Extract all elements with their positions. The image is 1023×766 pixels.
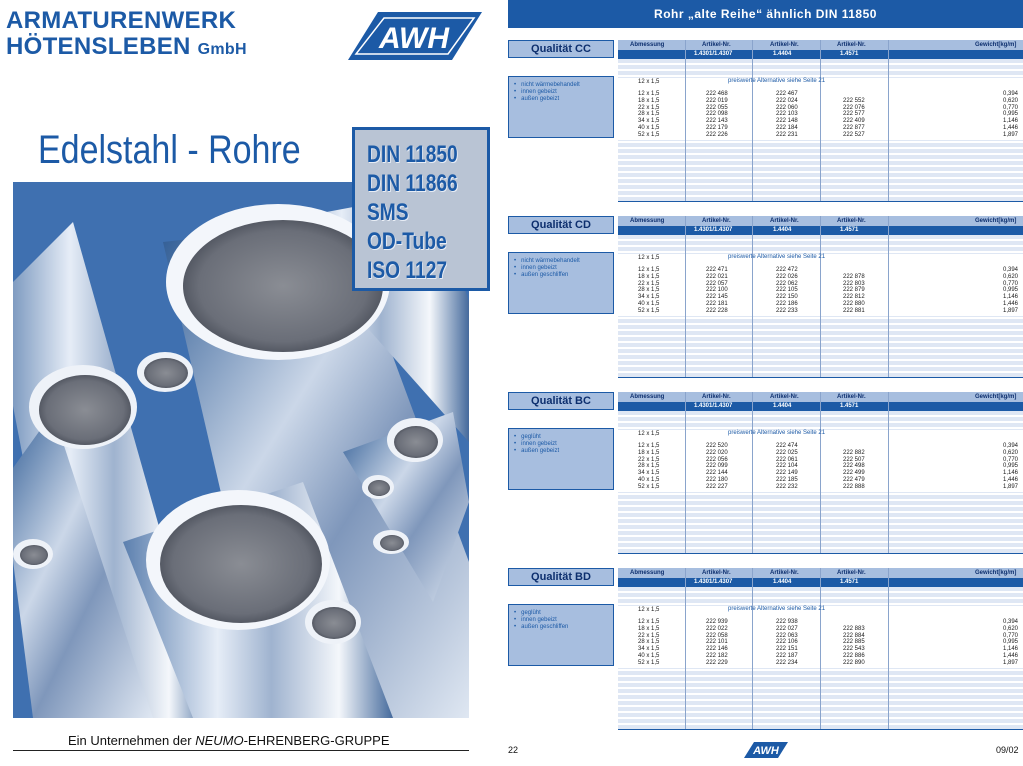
cell-dimension: 22 x 1,5 xyxy=(638,632,660,639)
column-header: Artikel-Nr. xyxy=(770,394,799,400)
cell-article: 222 474 xyxy=(776,443,798,449)
cell-article: 222 181 xyxy=(706,301,728,307)
cell-weight: 0,394 xyxy=(1002,619,1018,625)
page-title: Rohr „alte Reihe“ ähnlich DIN 11850 xyxy=(508,0,1023,28)
cell-article: 222 143 xyxy=(706,118,728,125)
column-divider xyxy=(752,40,753,202)
cell-article: 222 467 xyxy=(776,91,798,97)
cell-weight: 0,770 xyxy=(1002,280,1018,287)
property-item: • nicht wärmebehandelt xyxy=(514,258,613,265)
cell-dimension: 40 x 1,5 xyxy=(638,477,660,483)
cell-article: 222 149 xyxy=(776,470,798,477)
column-header: Artikel-Nr. xyxy=(702,218,731,224)
awh-logo-text: AWH xyxy=(379,22,449,55)
property-item: • außen gebeizt xyxy=(514,96,613,103)
cell-article: 222 543 xyxy=(843,646,865,653)
cell-article: 222 179 xyxy=(706,125,728,131)
cell-dimension: 52 x 1,5 xyxy=(638,659,660,666)
cell-article: 222 182 xyxy=(706,653,728,659)
column-header: Artikel-Nr. xyxy=(837,394,866,400)
cell-dimension: 40 x 1,5 xyxy=(638,653,660,659)
cell-dimension: 22 x 1,5 xyxy=(638,280,660,287)
table-bottom-rule xyxy=(618,201,1023,202)
cell-dimension: 40 x 1,5 xyxy=(638,301,660,307)
cell-weight: 0,995 xyxy=(1002,111,1018,118)
footer-prefix: Ein Unternehmen der xyxy=(68,733,196,748)
company-name xyxy=(6,8,247,63)
material-label: 1.4571 xyxy=(840,403,859,409)
company-name-main: HÖTENSLEBEN xyxy=(6,33,191,60)
cell-weight: 0,620 xyxy=(1002,273,1018,280)
material-label: 1.4404 xyxy=(773,227,792,233)
column-divider xyxy=(820,216,821,378)
property-item: • außen geschliffen xyxy=(514,272,613,279)
column-header: Artikel-Nr. xyxy=(770,570,799,576)
cell-article: 222 098 xyxy=(706,111,728,118)
cell-weight: 1,897 xyxy=(1002,131,1018,138)
material-label: 1.4301/1.4307 xyxy=(694,403,733,409)
property-item: • innen gebeizt xyxy=(514,89,613,96)
alternative-note: preiswerte Alternative siehe Seite 21 xyxy=(728,78,826,84)
cell-article: 222 878 xyxy=(843,273,865,280)
awh-footer-logo-text: AWH xyxy=(753,745,779,757)
column-header: Artikel-Nr. xyxy=(837,570,866,576)
property-item: • geglüht xyxy=(514,610,613,617)
cell-dimension: 40 x 1,5 xyxy=(638,125,660,131)
alt-size: 12 x 1,5 xyxy=(638,607,660,613)
cell-dimension: 18 x 1,5 xyxy=(638,625,660,632)
cell-weight: 1,446 xyxy=(1002,477,1018,483)
cell-weight: 0,770 xyxy=(1002,632,1018,639)
article-table xyxy=(618,568,1023,730)
cell-dimension: 34 x 1,5 xyxy=(638,646,660,653)
material-label: 1.4404 xyxy=(773,403,792,409)
quality-section xyxy=(508,568,1023,736)
cell-article: 222 888 xyxy=(843,483,865,490)
cell-article: 222 025 xyxy=(776,449,798,456)
footer-group-italic: NEUMO xyxy=(195,733,244,748)
cell-article: 222 055 xyxy=(706,104,728,111)
cell-article: 222 187 xyxy=(776,653,798,659)
cell-article: 222 229 xyxy=(706,659,728,666)
cell-article: 222 103 xyxy=(776,111,798,118)
cell-article: 222 479 xyxy=(843,477,865,483)
column-divider xyxy=(888,216,889,378)
column-divider xyxy=(888,392,889,554)
column-divider xyxy=(888,568,889,730)
company-suffix: GmbH xyxy=(197,41,247,58)
cell-dimension: 52 x 1,5 xyxy=(638,307,660,314)
cell-weight: 0,394 xyxy=(1002,91,1018,97)
cell-article: 222 145 xyxy=(706,294,728,301)
cell-article: 222 233 xyxy=(776,307,798,314)
cell-article: 222 231 xyxy=(776,131,798,138)
cell-dimension: 12 x 1,5 xyxy=(638,267,660,273)
cell-weight: 1,446 xyxy=(1002,301,1018,307)
column-header: Gewicht[kg/m] xyxy=(975,218,1017,224)
cell-article: 222 938 xyxy=(776,619,798,625)
cell-article: 222 881 xyxy=(843,307,865,314)
standard-item: ISO 1127 xyxy=(367,257,448,284)
material-label: 1.4404 xyxy=(773,51,792,57)
alt-size: 12 x 1,5 xyxy=(638,255,660,261)
cell-dimension: 52 x 1,5 xyxy=(638,483,660,490)
quality-section xyxy=(508,40,1023,208)
cell-weight: 0,394 xyxy=(1002,267,1018,273)
cell-weight: 0,995 xyxy=(1002,639,1018,646)
cell-article: 222 890 xyxy=(843,659,865,666)
cell-article: 222 056 xyxy=(706,456,728,463)
column-divider xyxy=(820,40,821,202)
cell-article: 222 883 xyxy=(843,625,865,632)
cell-article: 222 062 xyxy=(776,280,798,287)
column-divider xyxy=(685,216,686,378)
cell-weight: 1,146 xyxy=(1002,646,1018,653)
cell-article: 222 027 xyxy=(776,625,798,632)
cell-article: 222 101 xyxy=(706,639,728,646)
cell-article: 222 151 xyxy=(776,646,798,653)
cell-article: 222 058 xyxy=(706,632,728,639)
cell-article: 222 468 xyxy=(706,91,728,97)
cell-weight: 0,394 xyxy=(1002,443,1018,449)
quality-label: Qualität BD xyxy=(508,568,614,586)
cell-article: 222 022 xyxy=(706,625,728,632)
cell-article: 222 076 xyxy=(843,104,865,111)
properties-box xyxy=(508,76,614,138)
cell-article: 222 499 xyxy=(843,470,865,477)
article-table xyxy=(618,40,1023,202)
cell-dimension: 28 x 1,5 xyxy=(638,463,660,470)
cell-article: 222 812 xyxy=(843,294,865,301)
cell-dimension: 12 x 1,5 xyxy=(638,443,660,449)
quality-section xyxy=(508,216,1023,384)
alternative-note: preiswerte Alternative siehe Seite 21 xyxy=(728,606,826,612)
cell-dimension: 34 x 1,5 xyxy=(638,118,660,125)
cell-article: 222 180 xyxy=(706,477,728,483)
alt-size: 12 x 1,5 xyxy=(638,79,660,85)
cell-weight: 1,146 xyxy=(1002,470,1018,477)
cell-weight: 1,897 xyxy=(1002,659,1018,666)
cell-article: 222 226 xyxy=(706,131,728,138)
awh-footer-logo xyxy=(744,741,788,759)
cell-article: 222 057 xyxy=(706,280,728,287)
quality-section xyxy=(508,392,1023,560)
cell-weight: 0,620 xyxy=(1002,449,1018,456)
column-header: Artikel-Nr. xyxy=(702,42,731,48)
cell-article: 222 061 xyxy=(776,456,798,463)
company-name-line1: ARMATURENWERK xyxy=(6,7,237,34)
cell-article: 222 228 xyxy=(706,307,728,314)
column-divider xyxy=(820,568,821,730)
column-header: Artikel-Nr. xyxy=(837,42,866,48)
cell-article: 222 577 xyxy=(843,111,865,118)
cell-article: 222 100 xyxy=(706,287,728,294)
cell-weight: 1,897 xyxy=(1002,483,1018,490)
cell-dimension: 18 x 1,5 xyxy=(638,97,660,104)
cell-article: 222 021 xyxy=(706,273,728,280)
cell-article: 222 552 xyxy=(843,97,865,104)
column-divider xyxy=(685,568,686,730)
table-bottom-rule xyxy=(618,729,1023,730)
column-divider xyxy=(752,568,753,730)
column-divider xyxy=(888,40,889,202)
material-label: 1.4301/1.4307 xyxy=(694,227,733,233)
cell-dimension: 28 x 1,5 xyxy=(638,639,660,646)
properties-box xyxy=(508,604,614,666)
cell-article: 222 877 xyxy=(843,125,865,131)
article-table xyxy=(618,392,1023,554)
cell-article: 222 019 xyxy=(706,97,728,104)
quality-label: Qualität CD xyxy=(508,216,614,234)
cell-weight: 1,146 xyxy=(1002,118,1018,125)
cell-weight: 0,995 xyxy=(1002,287,1018,294)
alternative-note: preiswerte Alternative siehe Seite 21 xyxy=(728,254,826,260)
cell-article: 222 471 xyxy=(706,267,728,273)
standard-item: DIN 11866 xyxy=(367,170,458,197)
cell-article: 222 186 xyxy=(776,301,798,307)
material-label: 1.4571 xyxy=(840,579,859,585)
column-header: Abmessung xyxy=(630,42,665,48)
cell-dimension: 18 x 1,5 xyxy=(638,273,660,280)
cell-article: 222 104 xyxy=(776,463,798,470)
cell-article: 222 885 xyxy=(843,639,865,646)
cell-article: 222 886 xyxy=(843,653,865,659)
column-header: Gewicht[kg/m] xyxy=(975,42,1017,48)
cell-article: 222 099 xyxy=(706,463,728,470)
footer-divider xyxy=(13,750,469,751)
cell-article: 222 227 xyxy=(706,483,728,490)
standard-item: DIN 11850 xyxy=(367,141,458,168)
cell-dimension: 22 x 1,5 xyxy=(638,104,660,111)
alternative-note: preiswerte Alternative siehe Seite 21 xyxy=(728,430,826,436)
cell-dimension: 12 x 1,5 xyxy=(638,619,660,625)
article-table xyxy=(618,216,1023,378)
standard-item: SMS xyxy=(367,199,409,226)
property-item: • innen gebeizt xyxy=(514,441,613,448)
column-header: Artikel-Nr. xyxy=(702,570,731,576)
column-header: Gewicht[kg/m] xyxy=(975,394,1017,400)
cell-weight: 1,446 xyxy=(1002,125,1018,131)
cell-dimension: 22 x 1,5 xyxy=(638,456,660,463)
cell-dimension: 18 x 1,5 xyxy=(638,449,660,456)
cell-article: 222 498 xyxy=(843,463,865,470)
cell-article: 222 803 xyxy=(843,280,865,287)
cell-article: 222 234 xyxy=(776,659,798,666)
footer-group-rest: -EHRENBERG-GRUPPE xyxy=(243,733,390,748)
material-label: 1.4404 xyxy=(773,579,792,585)
property-item: • außen gebeizt xyxy=(514,448,613,455)
column-divider xyxy=(820,392,821,554)
standard-item: OD-Tube xyxy=(367,228,447,255)
cell-article: 222 144 xyxy=(706,470,728,477)
column-header: Artikel-Nr. xyxy=(770,218,799,224)
column-header: Abmessung xyxy=(630,570,665,576)
cell-article: 222 150 xyxy=(776,294,798,301)
quality-label: Qualität CC xyxy=(508,40,614,58)
cell-article: 222 106 xyxy=(776,639,798,646)
cell-weight: 0,770 xyxy=(1002,456,1018,463)
cell-article: 222 024 xyxy=(776,97,798,104)
cell-article: 222 146 xyxy=(706,646,728,653)
column-header: Artikel-Nr. xyxy=(702,394,731,400)
property-item: • innen gebeizt xyxy=(514,265,613,272)
standards-box xyxy=(352,127,490,291)
cell-article: 222 520 xyxy=(706,443,728,449)
cell-article: 222 232 xyxy=(776,483,798,490)
property-item: • geglüht xyxy=(514,434,613,441)
column-header: Abmessung xyxy=(630,394,665,400)
properties-box xyxy=(508,252,614,314)
table-bottom-rule xyxy=(618,377,1023,378)
issue-date: 09/02 xyxy=(996,745,1019,755)
page-number: 22 xyxy=(508,745,519,755)
cell-weight: 1,446 xyxy=(1002,653,1018,659)
cell-dimension: 52 x 1,5 xyxy=(638,131,660,138)
cell-article: 222 884 xyxy=(843,632,865,639)
column-header: Gewicht[kg/m] xyxy=(975,570,1017,576)
column-divider xyxy=(685,392,686,554)
cell-article: 222 105 xyxy=(776,287,798,294)
cell-article: 222 879 xyxy=(843,287,865,294)
cell-article: 222 148 xyxy=(776,118,798,125)
awh-logo xyxy=(348,10,482,62)
cell-dimension: 34 x 1,5 xyxy=(638,470,660,477)
material-label: 1.4571 xyxy=(840,227,859,233)
properties-box xyxy=(508,428,614,490)
cell-article: 222 026 xyxy=(776,273,798,280)
quality-label: Qualität BC xyxy=(508,392,614,410)
cell-weight: 0,620 xyxy=(1002,97,1018,104)
cell-weight: 0,995 xyxy=(1002,463,1018,470)
cell-dimension: 34 x 1,5 xyxy=(638,294,660,301)
cell-weight: 0,770 xyxy=(1002,104,1018,111)
cell-article: 222 063 xyxy=(776,632,798,639)
column-divider xyxy=(752,216,753,378)
cell-article: 222 882 xyxy=(843,449,865,456)
material-label: 1.4301/1.4307 xyxy=(694,51,733,57)
column-divider xyxy=(685,40,686,202)
cell-article: 222 472 xyxy=(776,267,798,273)
property-item: • außen geschliffen xyxy=(514,624,613,631)
alt-size: 12 x 1,5 xyxy=(638,431,660,437)
column-header: Artikel-Nr. xyxy=(770,42,799,48)
cell-dimension: 28 x 1,5 xyxy=(638,287,660,294)
cell-dimension: 28 x 1,5 xyxy=(638,111,660,118)
cell-article: 222 184 xyxy=(776,125,798,131)
company-name-line2 xyxy=(6,34,247,63)
cell-weight: 0,620 xyxy=(1002,625,1018,632)
footer-group-note xyxy=(68,733,390,748)
material-label: 1.4571 xyxy=(840,51,859,57)
cell-article: 222 185 xyxy=(776,477,798,483)
table-bottom-rule xyxy=(618,553,1023,554)
column-divider xyxy=(752,392,753,554)
cell-dimension: 12 x 1,5 xyxy=(638,91,660,97)
cell-article: 222 939 xyxy=(706,619,728,625)
property-item: • innen gebeizt xyxy=(514,617,613,624)
cell-article: 222 880 xyxy=(843,301,865,307)
cell-article: 222 527 xyxy=(843,131,865,138)
cell-article: 222 060 xyxy=(776,104,798,111)
material-label: 1.4301/1.4307 xyxy=(694,579,733,585)
cell-article: 222 020 xyxy=(706,449,728,456)
cell-article: 222 409 xyxy=(843,118,865,125)
cell-weight: 1,897 xyxy=(1002,307,1018,314)
property-item: • nicht wärmebehandelt xyxy=(514,82,613,89)
column-header: Abmessung xyxy=(630,218,665,224)
cell-article: 222 507 xyxy=(843,456,865,463)
column-header: Artikel-Nr. xyxy=(837,218,866,224)
cell-weight: 1,146 xyxy=(1002,294,1018,301)
headline: Edelstahl - Rohre xyxy=(38,128,301,172)
